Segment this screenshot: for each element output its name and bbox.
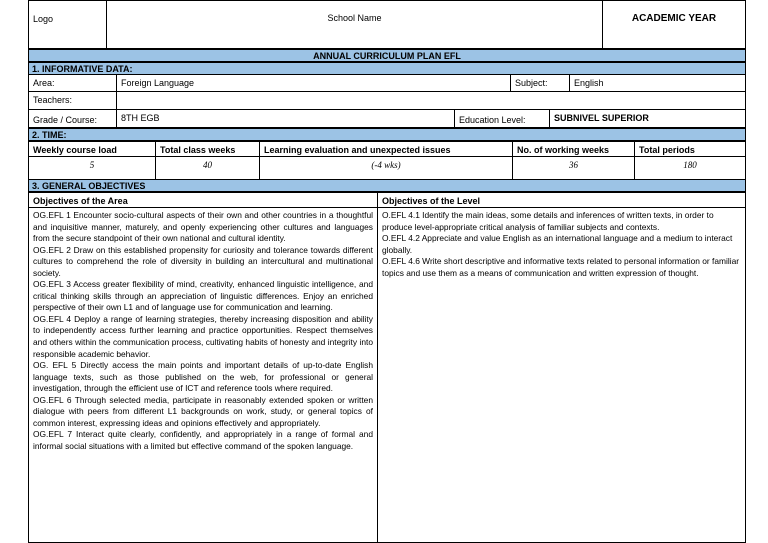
teachers-label: Teachers: xyxy=(28,91,117,110)
logo-text: Logo xyxy=(33,14,54,24)
grade-value: 8TH EGB xyxy=(116,109,455,128)
area-objective-1: OG.EFL 1 Encounter socio-cultural aspects of their own and other countries in a thoughtful and inquisitive manner, maturely, and openly experiencing other cultures and languages from the secure standpoint of their own national and cultural identity. xyxy=(33,210,373,244)
time-header-evaluation: Learning evaluation and unexpected issues xyxy=(259,141,513,157)
school-name-cell xyxy=(106,0,603,49)
level-label: Education Level: xyxy=(454,109,550,128)
time-header-class-weeks: Total class weeks xyxy=(155,141,260,157)
level-objectives-list xyxy=(377,207,746,543)
area-objective-4: OG.EFL 4 Deploy a range of learning strategies, thereby increasing disposition and ability to independently access further learning and practice opportunities. Respect themselves and others within the communication process, cultivating habits of honesty and integrity into responsible academic behavior. xyxy=(33,313,373,359)
subject-label: Subject: xyxy=(510,74,570,92)
time-heading: 2. TIME: xyxy=(28,128,746,141)
time-header-weekly-load: Weekly course load xyxy=(28,141,156,157)
area-objective-2: OG.EFL 2 Draw on this established propensity for curiosity and tolerance towards different cultures to comprehend the role of diversity in building an intercultural and multinational society. xyxy=(33,244,373,278)
plan-title: ANNUAL CURRICULUM PLAN EFL xyxy=(28,49,746,62)
time-value-working-weeks: 36 xyxy=(512,156,635,180)
area-objective-7: OG.EFL 7 Interact quite clearly, confidently, and appropriately in a range of formal and informal social situations with a limited but effective command of the spoken language. xyxy=(33,429,373,451)
academic-year-cell xyxy=(602,0,746,49)
school-name: School Name xyxy=(327,13,382,23)
time-value-total-periods: 180 xyxy=(634,156,746,180)
level-objective-1: O.EFL 4.1 Identify the main ideas, some details and inferences of written texts, in order to produce level-appropriate critical analysis of familiar subjects and contexts. xyxy=(382,210,714,232)
time-value-class-weeks: 40 xyxy=(155,156,260,180)
area-label: Area: xyxy=(28,74,117,92)
grade-label: Grade / Course: xyxy=(28,109,117,128)
objectives-heading: 3. GENERAL OBJECTIVES xyxy=(28,179,746,192)
area-objective-6: OG.EFL 6 Through selected media, participate in reasonably extended spoken or written dialogue with peers from different L1 backgrounds on work, study, or general topics of common interest, expressing ideas and opinions effectively and appropriately. xyxy=(33,394,373,428)
area-objectives-heading: Objectives of the Area xyxy=(28,192,378,208)
level-value: SUBNIVEL SUPERIOR xyxy=(549,109,746,128)
area-objective-3: OG.EFL 3 Access greater flexibility of mind, creativity, enhanced linguistic intelligence, and critical thinking skills through an appreciation of linguistic differences. Enjoy an enriched perspective of their own L1 and of language use for communication and learning. xyxy=(33,279,373,313)
subject-value: English xyxy=(569,74,746,92)
logo-cell xyxy=(28,0,107,49)
area-objective-5: OG. EFL 5 Directly access the main points and important details of up-to-date English language texts, such as those published on the web, for professional or general investigation, through the efficient use of ICT and reference tools where required. xyxy=(33,360,373,394)
time-value-weekly-load: 5 xyxy=(28,156,156,180)
teachers-value xyxy=(116,91,746,110)
time-header-working-weeks: No. of working weeks xyxy=(512,141,635,157)
level-objective-3: O.EFL 4.6 Write short descriptive and informative texts related to personal information or familiar topics and use them as a means of communication and written expression of thought. xyxy=(382,256,740,278)
time-value-evaluation: (-4 wks) xyxy=(259,156,513,180)
level-objectives-heading: Objectives of the Level xyxy=(377,192,746,208)
academic-year: ACADEMIC YEAR xyxy=(631,13,717,24)
level-objective-2: O.EFL 4.2 Appreciate and value English as an international language and a medium to interact globally. xyxy=(382,233,733,255)
time-header-total-periods: Total periods xyxy=(634,141,746,157)
area-value: Foreign Language xyxy=(116,74,511,92)
area-objectives-list xyxy=(28,207,378,543)
informative-heading: 1. INFORMATIVE DATA: xyxy=(28,62,746,75)
